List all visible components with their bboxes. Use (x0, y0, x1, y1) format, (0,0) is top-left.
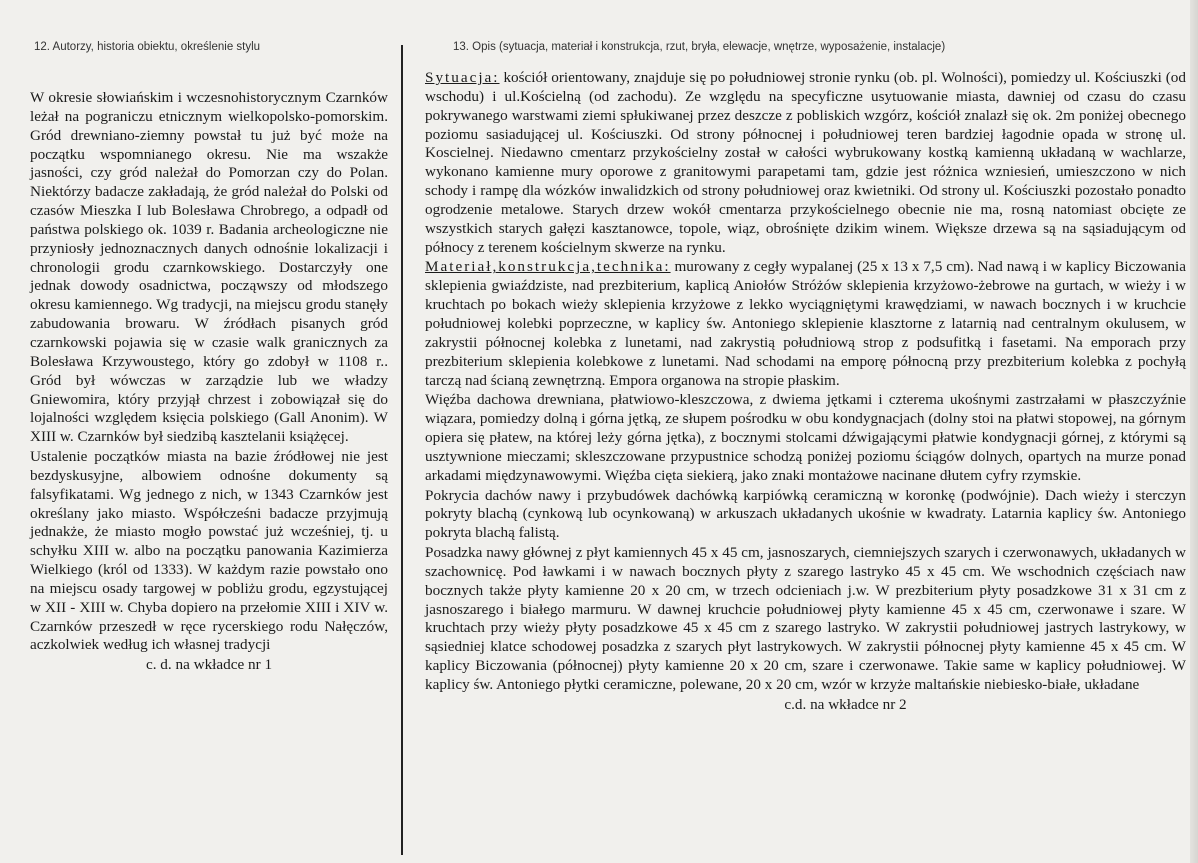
material-paragraph (425, 258, 1186, 390)
situation-paragraph (425, 69, 1186, 257)
material-text: murowany z cegły wypalanej (25 x 13 x 7,5 cm). Nad nawą i w kaplicy Biczowania sklepienia gwiaździste, nad prezbiterium, kaplicą Aniołów Stróżów sklepienia krzyżowo-żebrowe na gurtach, w wieży i w kruchtach po bokach wieży sklepienia krzyżowe z lekko wyciągniętymi krawędziami, w nawach bocznych i w kruchcie południowej kolebki poprzeczne, w kaplicy św. Antoniego sklepienie klasztorne z latarnią nad centralnym okulusem, w zakrystii północnej kolebka z lunetami, nad zakrystią południową strop z podsufitką i fasetami. Na emporach przy prezbiterium sklepienia kolebkowe z lunetami. Nad schodami na emporę północną przy prezbiterium kolebka z pochyłą tarczą nad ścianą zewnętrzną. Empora organowa na stropie płaskim. (425, 258, 1186, 389)
continuation-note-1: c. d. na wkładce nr 1 (145, 656, 273, 674)
roofing-paragraph: Pokrycia dachów nawy i przybudówek dachówką karpiówką ceramiczną w koronkę (podwójnie). Dach wieży i sterczyn pokryty blachą (cynkową lub ocynkowaną) w arkuszach układanych ukośnie w kwadraty. Latarnia kaplicy św. Antoniego pokryta blachą falistą. (425, 486, 1186, 542)
situation-label: Sytuacja: (425, 69, 500, 86)
section-12-header: 12. Autorzy, historia obiektu, określenie stylu (34, 41, 261, 53)
description-column (425, 69, 1186, 715)
continuation-note-2: c.d. na wkładce nr 2 (784, 695, 907, 713)
flooring-paragraph: Posadzka nawy głównej z płyt kamiennych 45 x 45 cm, jasnoszarych, ciemniejszych szarych i czerwonawych, układanych w szachownicę. Pod ławkami i w nawach bocznych płyty z szarego lastryko 45 x 45 cm. We wschodnich częściach naw bocznych także płyty kamienne 20 x 20 cm, w trzech odcieniach j.w. W prezbiterium płyty posadzkowe 31 x 31 cm z jasnoszarego i białego marmuru. W dawnej kruchcie południowej płyty kamienne 45 x 45 cm, czerwonawe i szare. W kruchtach przy wieży płyty posadzkowe 45 x 45 cm z szarego lastryko. W zakrystii południowej jastrych lastrykowy, w sąsiedniej klatce schodowej posadzka z szarych płyt lastrykowych. W zakrystii północnej płyty kamienne 45 x 45 cm. W kaplicy Biczowania (północnej) płyty kamienne 20 x 20 cm, szare i czerwonawe. Takie same w kaplicy południowej. W kaplicy św. Antoniego płytki ceramiczne, polewane, 20 x 20 cm, wzór w krzyże maltańskie niebiesko-białe, układane (425, 544, 1186, 693)
history-paragraph-1: W okresie słowiańskim i wczesnohistorycznym Czarnków leżał na pograniczu etnicznym wielkopolsko-pomorskim. Gród drewniano-ziemny powstał tu już być może na początku wspomnianego okresu. Nie ma wszakże jasności, czy gród należał do Pomorzan czy do Polan. Niektórzy badacze zakładają, że gród należał do Polski od czasów Mieszka I lub Bolesława Chrobrego, a odpadł od państwa polskiego ok. 1039 r. Badania archeologiczne nie przyniosły jednoznacznych danych odnośnie lokalizacji i chronologii grodu czarnkowskiego. Dostarczyły one jednak dowody osadnictwa, począwszy od młodszego okresu kamiennego. Wg tradycji, na miejscu grodu stanęły zabudowania browaru. W źródłach pisanych gród czarnkowski pojawia się w czasie walk granicznych za Bolesława Krzywoustego, który go zdobył w 1108 r.. Gród był wówczas w zarządzie lub we władzy Gniewomira, który przyjął chrzest i zobowiązał się do lojalności względem księcia polskiego (Gall Anonim). W XIII w. Czarnków był siedzibą kasztelanii książęcej. (30, 89, 388, 446)
situation-text: kościół orientowany, znajduje się po południowej stronie rynku (ob. pl. Wolności), pomiedzy ul. Kościuszki (od wschodu) i ul.Kościelną (od zachodu). Ze względu na specyficzne usytuowanie miasta, dawniej od czasu do czasu pokrywanego warstwami ziemi spłukiwanej przez deszcze z pobliskich wzgórz, kościół znalazł się ok. 2m poniżej obecnego poziomu sasiadującej ul. Kościuszki. Od strony północnej i południowej teren bardziej łagodnie opada w stronę ul. Koscielnej. Niedawno cmentarz przykościelny został w całości wybrukowany kostką kamienną układaną w wachlarze, wykonano kamienne mury oporowe z granitowymi parapetami tam, gdzie jest różnica wzniesień, umieszczono w nich schody i rampę dla wózków inwalidzkich od strony południowej oraz kwietniki. Od strony ul. Kościuszki pozostało ponadto ogrodzenie metalowe. Starych drzew wokół cmentarza przykościelnego obecnie nie ma, rosną natomiast obcięte ze wszystkich starych gałęzi kasztanowce, topole, wiąz, obrośnięte dzikim winem. Większe drzewa są na sąsiadującym od północy z terenem kościelnym skwerze na rynku. (425, 69, 1186, 256)
history-column (30, 89, 388, 675)
roof-truss-paragraph: Więźba dachowa drewniana, płatwiowo-kleszczowa, z dwiema jętkami i czterema ukośnymi zastrzałami w płaszczyźnie wiązara, pomiedzy dolną i górna jętką, ze słupem pośrodku w obu kondygnacjach (dolny stoi na płatwi stopowej, na górnym opiera się płatew, na której leży górna jętka), z bocznymi stolcami dźwigającymi płatwie kondygnacji górnej, z którymi są usztywnione mieczami; skleszczowane przypustnice schodzą poniżej poziomu ściągów dolnych, opartych na murze ponad arkadami międzynawowymi. Więźba cięta siekierą, jako znaki montażowe nacinane dłutem cyfry rzymskie. (425, 391, 1186, 484)
column-divider (401, 45, 403, 855)
material-label: Materiał,konstrukcja,technika: (425, 258, 671, 276)
section-13-header: 13. Opis (sytuacja, materiał i konstrukcja, rzut, bryła, elewacje, wnętrze, wyposażenie, instalacje) (453, 41, 946, 53)
history-paragraph-2: Ustalenie początków miasta na bazie źródłowej nie jest bezdyskusyjne, albowiem odnośne dokumenty są falsyfikatami. Wg jednego z nich, w 1343 Czarnków jest określany jako miasto. Współcześni badacze przyjmują jednakże, że miasto mogło powstać już wcześniej, tj. u schyłku XIII w. albo na początku panowania Kazimierza Wielkiego (król od 1333). W każdym razie powstało ono na miejscu osady targowej w pobliżu grodu, egzystującej w XII - XIII w. Chyba dopiero na przełomie XIII i XIV w. Czarnków przeszedł w ręce rycerskiego rodu Nałęczów, aczkolwiek według ich własnej tradycji (30, 448, 388, 654)
